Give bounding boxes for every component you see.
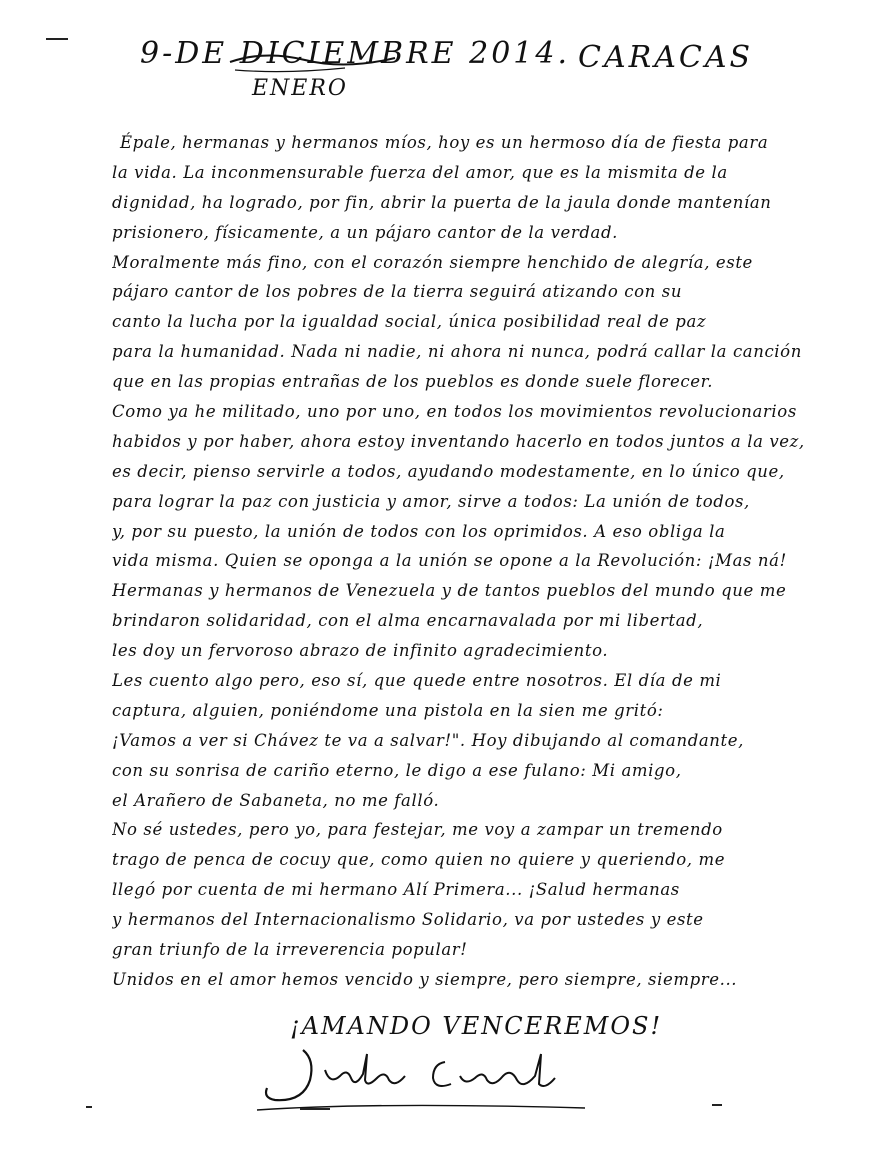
body-line: gran triunfo de la irreverencia popular! (112, 940, 468, 960)
body-line: Hermanas y hermanos de Venezuela y de tantos pueblos del mundo que me (112, 581, 787, 601)
body-line: captura, alguien, poniéndome una pistola en la sien me gritó: (112, 700, 664, 720)
body-line: el Arañero de Sabaneta, no me falló. (112, 790, 440, 810)
body-line: Como ya he militado, uno por uno, en todos los movimientos revolucionarios (112, 402, 797, 422)
bottom-mark-center (300, 1108, 330, 1110)
body-line: llegó por cuenta de mi hermano Alí Primera... ¡Salud hermanas (112, 880, 680, 900)
body-line: brindaron solidaridad, con el alma encarnavalada por mi libertad, (112, 611, 704, 631)
body-line: Les cuento algo pero, eso sí, que quede entre nosotros. El día de mi (112, 671, 722, 691)
bottom-mark-left (86, 1106, 92, 1108)
bottom-mark-right (712, 1104, 722, 1106)
letter-city: CARACAS (578, 40, 754, 75)
body-line: prisionero, físicamente, a un pájaro cantor de la verdad. (112, 222, 618, 242)
body-line: es decir, pienso servirle a todos, ayudando modestamente, en lo único que, (112, 461, 785, 481)
body-line: trago de penca de cocuy que, como quien no quiere y queriendo, me (112, 850, 726, 870)
body-line: dignidad, ha logrado, por fin, abrir la puerta de la jaula donde mantenían (112, 192, 772, 212)
body-line: con su sonrisa de cariño eterno, le digo a ese fulano: Mi amigo, (112, 760, 682, 780)
body-line: que en las propias entrañas de los pueblos es donde suele florecer. (112, 372, 714, 392)
body-line: y hermanos del Internacionalismo Solidario, va por ustedes y este (112, 910, 704, 930)
body-line: Épale, hermanas y hermanos míos, hoy es un hermoso día de fiesta para (120, 133, 769, 152)
body-line: la vida. La inconmensurable fuerza del amor, que es la mismita de la (112, 162, 728, 182)
date-correction: ENERO (252, 76, 348, 101)
corner-mark (46, 38, 68, 40)
body-line: pájaro cantor de los pobres de la tierra seguirá atizando con su (112, 282, 683, 302)
body-line: habidos y por haber, ahora estoy inventando hacerlo en todos juntos a la vez, (112, 431, 805, 451)
body-line: ¡Vamos a ver si Chávez te va a salvar!". Hoy dibujando al comandante, (112, 730, 744, 750)
letter-closing: ¡AMANDO VENCEREMOS! (290, 1012, 663, 1040)
letter-body (112, 128, 852, 995)
body-line: para lograr la paz con justicia y amor, sirve a todos: La unión de todos, (112, 491, 750, 511)
body-line: vida misma. Quien se oponga a la unión se opone a la Revolución: ¡Mas ná! (112, 551, 787, 571)
body-line: Moralmente más fino, con el corazón siempre henchido de alegría, este (112, 252, 753, 272)
body-line: Unidos en el amor hemos vencido y siempre, pero siempre, siempre... (112, 969, 738, 989)
body-line: para la humanidad. Nada ni nadie, ni ahora ni nunca, podrá callar la canción (112, 342, 802, 362)
body-line: y, por su puesto, la unión de todos con los oprimidos. A eso obliga la (112, 521, 726, 541)
body-line: No sé ustedes, pero yo, para festejar, me voy a zampar un tremendo (112, 820, 723, 840)
body-line: canto la lucha por la igualdad social, única posibilidad real de paz (112, 312, 707, 332)
strike-through (225, 40, 405, 80)
body-line: les doy un fervoroso abrazo de infinito agradecimiento. (112, 641, 609, 661)
letter-date: 9-DE DICIEMBRE 2014. (140, 36, 570, 71)
